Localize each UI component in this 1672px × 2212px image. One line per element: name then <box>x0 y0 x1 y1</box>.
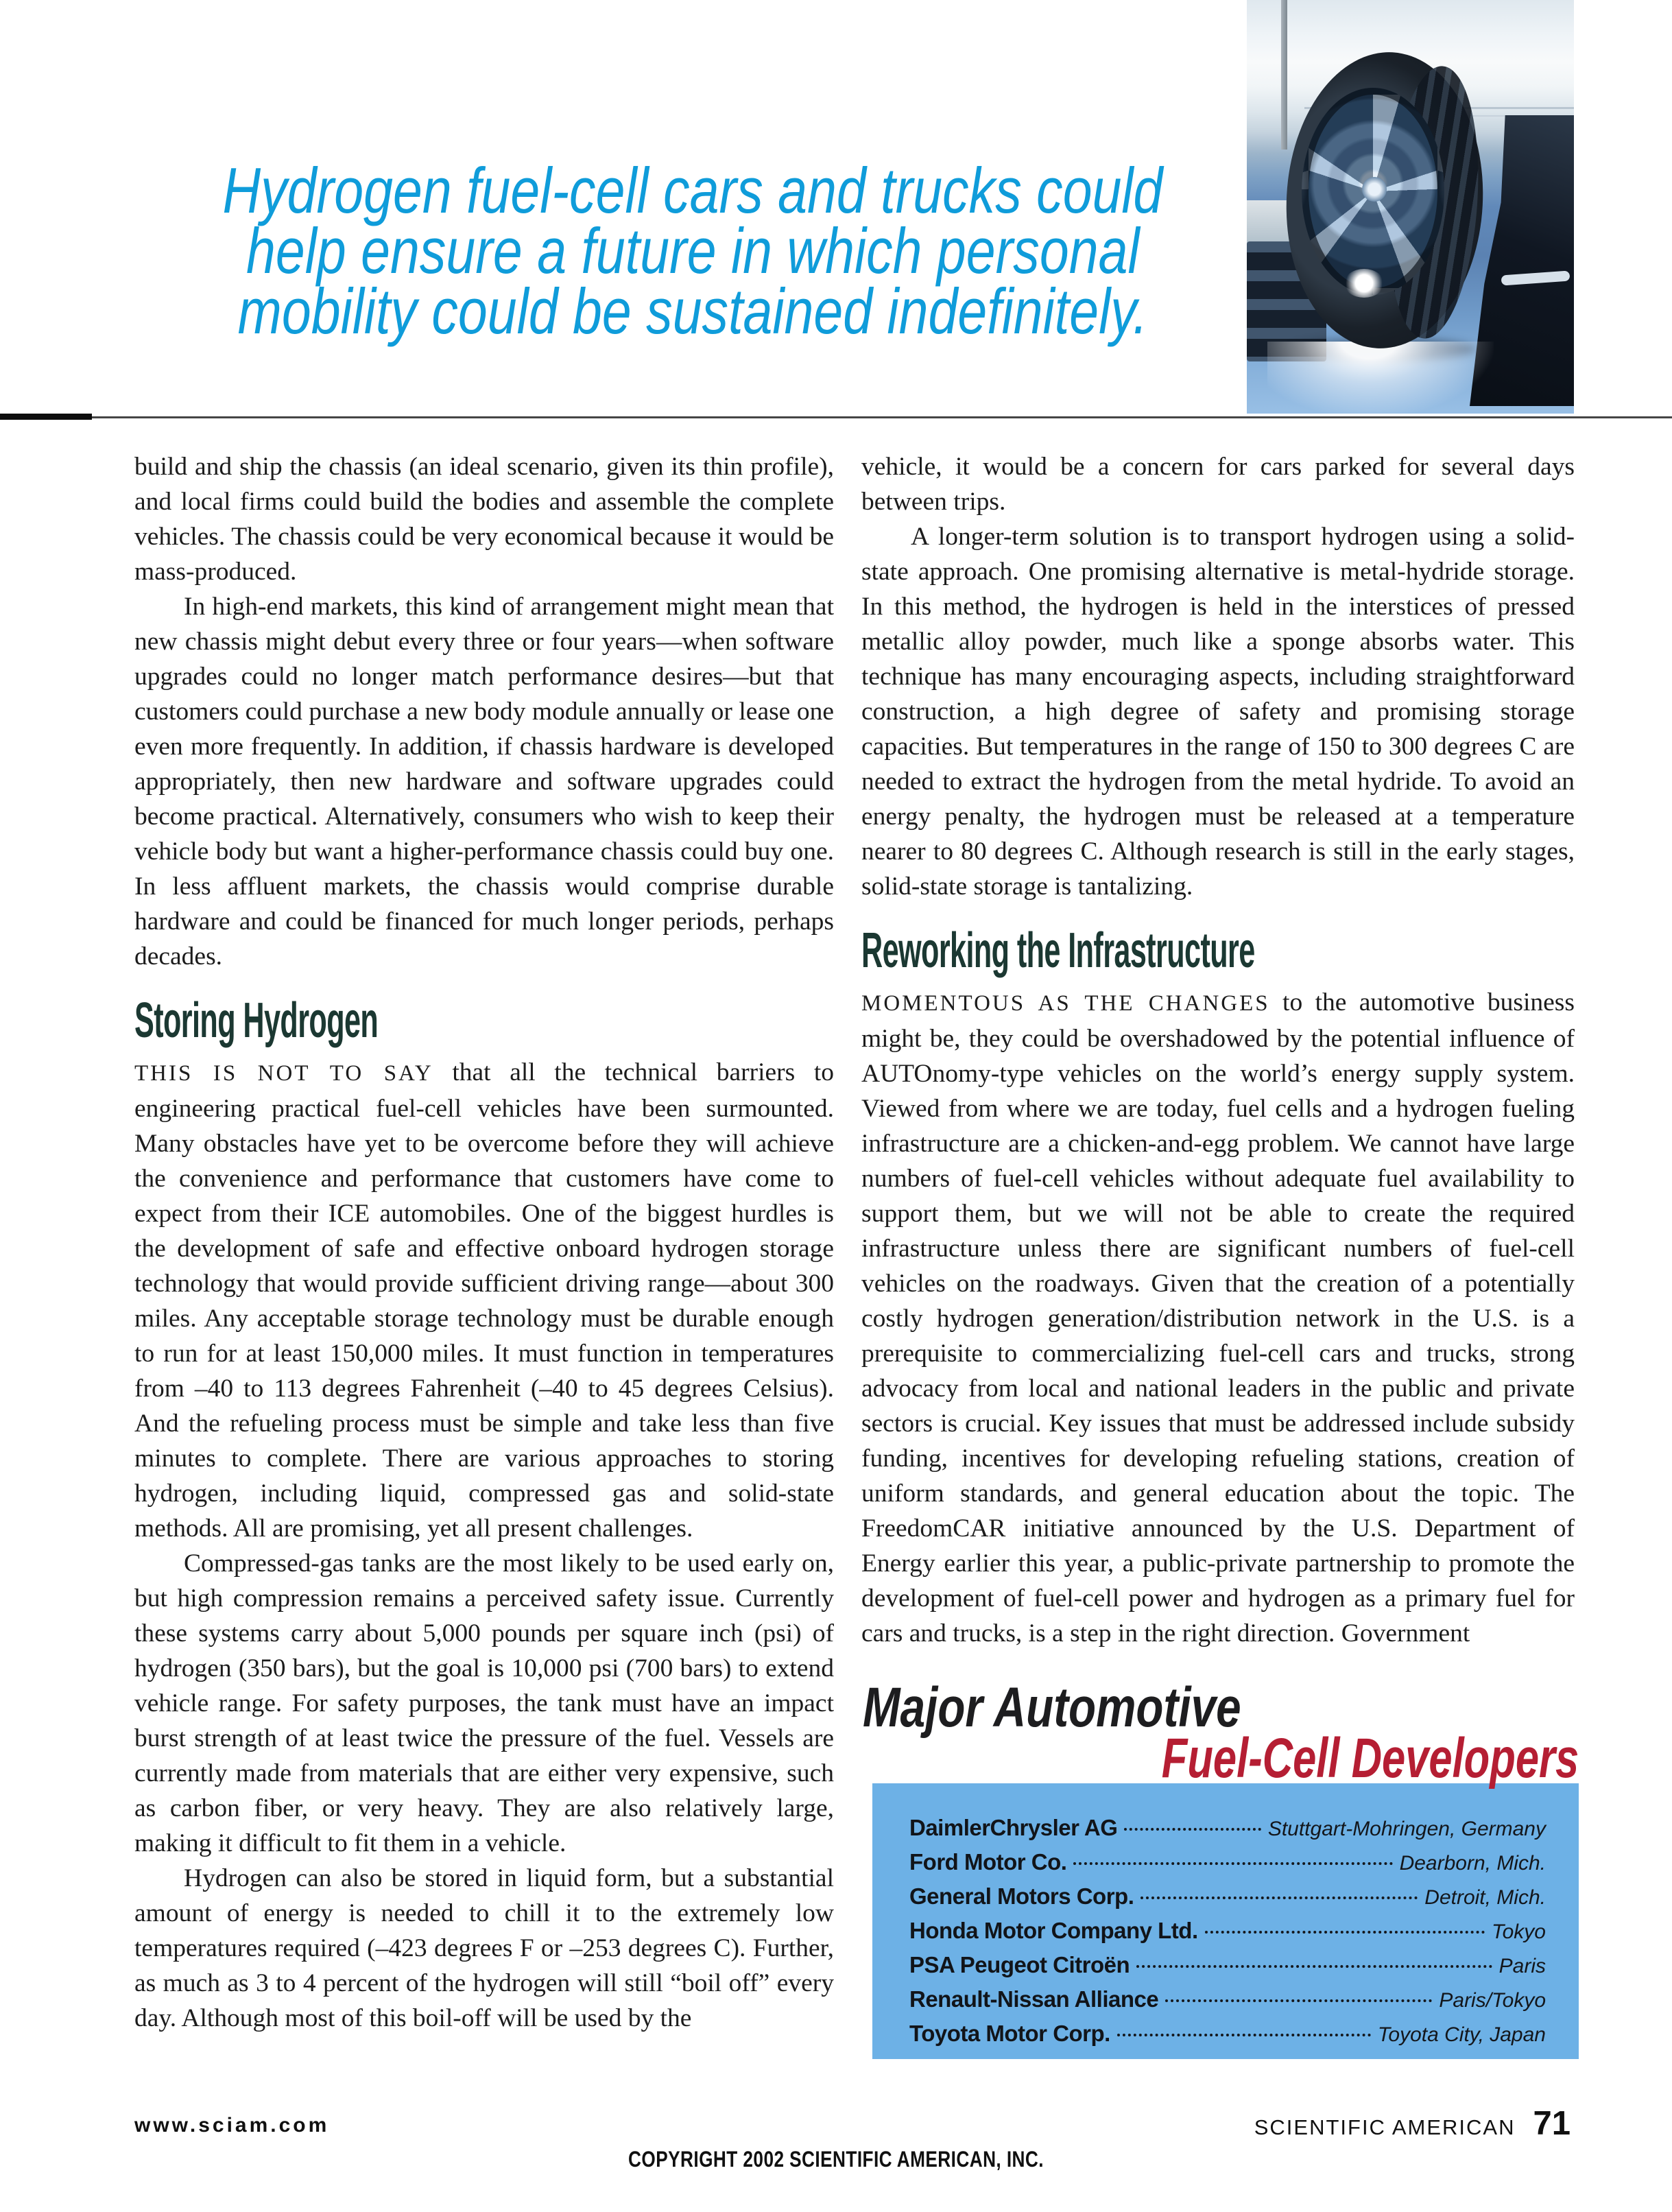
headline-line: help ensure a future in which personal <box>246 215 1140 287</box>
headline-line: Hydrogen fuel-cell cars and trucks could <box>222 154 1163 226</box>
chassis-wheel-photo <box>1247 0 1574 414</box>
developer-name: DaimlerChrysler AG <box>909 1815 1118 1840</box>
developer-location: Stuttgart-Mohringen, Germany <box>1267 1818 1546 1840</box>
left-column <box>134 449 834 2036</box>
paragraph: Compressed-gas tanks are the most likely to be used early on, but high compression remains a perceived safety issue. Currently these systems carry about 5,000 pounds per square inch (psi) of hydrogen (350 bars), but the goal is 10,000 psi (700 bars) to extend vehicle range. For safety purposes, the tank must have an impact burst strength of at least twice the pressure of the fuel. Vessels are currently made from materials that are either very expensive, such as carbon fiber, or very heavy. They are also relatively large, making it difficult to fit them in a vehicle. <box>134 1549 834 1857</box>
footer-copyright: COPYRIGHT 2002 SCIENTIFIC AMERICAN, INC. <box>628 2147 1044 2172</box>
fuel-cell-developers-box <box>872 1783 1579 2059</box>
floor-reflection <box>1267 342 1494 414</box>
paragraph: vehicle, it would be a concern for cars parked for several days between trips. <box>861 453 1575 516</box>
developer-name: Honda Motor Company Ltd. <box>909 1918 1198 1943</box>
dot-leader <box>1165 1999 1432 2002</box>
header-rule <box>0 416 1672 418</box>
developer-location: Paris/Tokyo <box>1439 1989 1546 2012</box>
developer-name: Ford Motor Co. <box>909 1849 1067 1875</box>
paragraph <box>134 1055 834 1546</box>
headline-line: mobility could be sustained indefinitely. <box>237 275 1148 347</box>
wheel-hub <box>1362 177 1387 202</box>
developer-location: Paris <box>1498 1955 1546 1977</box>
dot-leader <box>1117 2034 1371 2036</box>
paragraph: Hydrogen can also be stored in liquid form, but a substantial amount of energy is needed to chill it to the extremely low temperatures required (–423 degrees F or –253 degrees C). Further, as much as 3 to 4 percent of the hydrogen will still “boil off” every day. Although most of this boil-off will be used by the <box>134 1864 834 2032</box>
footer-page-number: 71 <box>1533 2105 1571 2142</box>
paragraph: In high-end markets, this kind of arrangement might mean that new chassis might debut every three or four years—when software upgrades could no longer match performance desires—but that customers could purchase a new body module annually or lease one even more frequently. In addition, if chassis hardware is developed appropriately, then new hardware and software upgrades could become practical. Alternatively, consumers who wish to keep their vehicle body but want a higher-performance chassis could buy one. In less affluent markets, the chassis would comprise durable hardware and could be financed for much longer periods, perhaps decades. <box>134 593 834 971</box>
developer-name: Renault-Nissan Alliance <box>909 1986 1159 2012</box>
paragraph <box>861 985 1575 1651</box>
developer-row <box>909 1986 1546 2021</box>
developer-row <box>909 1883 1546 1918</box>
right-column <box>861 449 1575 1651</box>
sidebar-title-line1: Major Automotive <box>863 1676 1241 1739</box>
dot-leader <box>1136 1965 1492 1968</box>
paragraph-text: to the automotive business might be, they could be overshadowed by the potential influence of AUTOnomy-type vehicles on the world’s energy supply system. Viewed from where we are today, fuel cells and a hydrogen fueling infrastructure are a chicken-and-egg problem. We cannot have large numbers of fuel-cell vehicles without adequate fuel availability to support them, but we will not be able to create the required infrastructure unless there are significant numbers of fuel-cell vehicles on the roadways. Given that the creation of a potentially costly hydrogen generation/distribution network in the U.S. is a prerequisite to commercializing fuel-cell cars and trucks, strong advocacy from local and national leaders in the public and private sectors is crucial. Key issues that must be addressed include subsidy funding, incentives for developing refueling stations, creation of uniform standards, and general education about the topic. The FreedomCAR initiative announced by the U.S. Department of Energy earlier this year, a public-private partnership to promote the development of fuel-cell power and hydrogen as a primary fuel for cars and trucks, is a step in the right direction. Government <box>861 988 1575 1648</box>
footer-website: www.sciam.com <box>134 2114 330 2137</box>
paragraph: A longer-term solution is to transport hydrogen using a solid-state approach. One promising alternative is metal-hydride storage. In this method, the hydrogen is held in the interstices of pressed metallic alloy powder, much like a sponge absorbs water. This technique has many encouraging aspects, including straightforward construction, a high degree of safety and promising storage capacities. But temperatures in the range of 150 to 300 degrees C are needed to extract the hydrogen from the metal hydride. To avoid an energy penalty, the hydrogen must be released at a temperature nearer to 80 degrees C. Although research is still in the early stages, solid-state storage is tantalizing. <box>861 523 1575 901</box>
wheel-glint <box>1344 269 1384 298</box>
dot-leader <box>1073 1862 1392 1865</box>
developer-row <box>909 1918 1546 1952</box>
dot-leader <box>1140 1896 1418 1899</box>
dot-leader <box>1124 1828 1261 1831</box>
developer-location: Tokyo <box>1492 1920 1546 1943</box>
section-heading-reworking-infrastructure: Reworking the Infrastructure <box>861 923 1255 978</box>
footer-brand: SCIENTIFIC AMERICAN <box>1254 2115 1516 2139</box>
pull-quote-headline <box>117 154 1269 347</box>
developer-location: Toyota City, Japan <box>1377 2023 1546 2046</box>
background-pole <box>1281 0 1287 150</box>
small-caps-lead: THIS IS NOT TO SAY <box>134 1061 433 1086</box>
developer-row <box>909 2021 1546 2055</box>
paragraph: build and ship the chassis (an ideal scenario, given its thin profile), and local firms could build the bodies and assemble the complete vehicles. The chassis could be very economical because it would be mass-produced. <box>134 453 834 586</box>
developer-name: General Motors Corp. <box>909 1883 1134 1909</box>
footer-brand-page <box>1254 2104 1571 2143</box>
developer-name: PSA Peugeot Citroën <box>909 1952 1130 1977</box>
dot-leader <box>1205 1931 1485 1934</box>
header-rule-accent <box>0 414 92 420</box>
sidebar-title-line2: Fuel-Cell Developers <box>1161 1727 1579 1789</box>
developer-name: Toyota Motor Corp. <box>909 2021 1110 2046</box>
developer-row <box>909 1952 1546 1986</box>
developer-location: Detroit, Mich. <box>1424 1886 1546 1909</box>
section-heading-storing-hydrogen: Storing Hydrogen <box>134 993 379 1048</box>
developer-row <box>909 1815 1546 1849</box>
small-caps-lead: MOMENTOUS AS THE CHANGES <box>861 991 1270 1016</box>
developer-row <box>909 1849 1546 1883</box>
developer-location: Dearborn, Mich. <box>1399 1852 1546 1875</box>
paragraph-text: that all the technical barriers to engineering practical fuel-cell vehicles have been surmounted. Many obstacles have yet to be overcome before they will achieve the convenience and performance that customers have come to expect from their ICE automobiles. One of the biggest hurdles is the development of safe and effective onboard hydrogen storage technology that would provide sufficient driving range—about 300 miles. Any acceptable storage technology must be durable enough to run for at least 150,000 miles. It must function in temperatures from –40 to 113 degrees Fahrenheit (–40 to 45 degrees Celsius). And the refueling process must be simple and take less than five minutes to complete. There are various approaches to storing hydrogen, including liquid, compressed gas and solid-state methods. All are promising, yet all present challenges. <box>134 1058 835 1543</box>
